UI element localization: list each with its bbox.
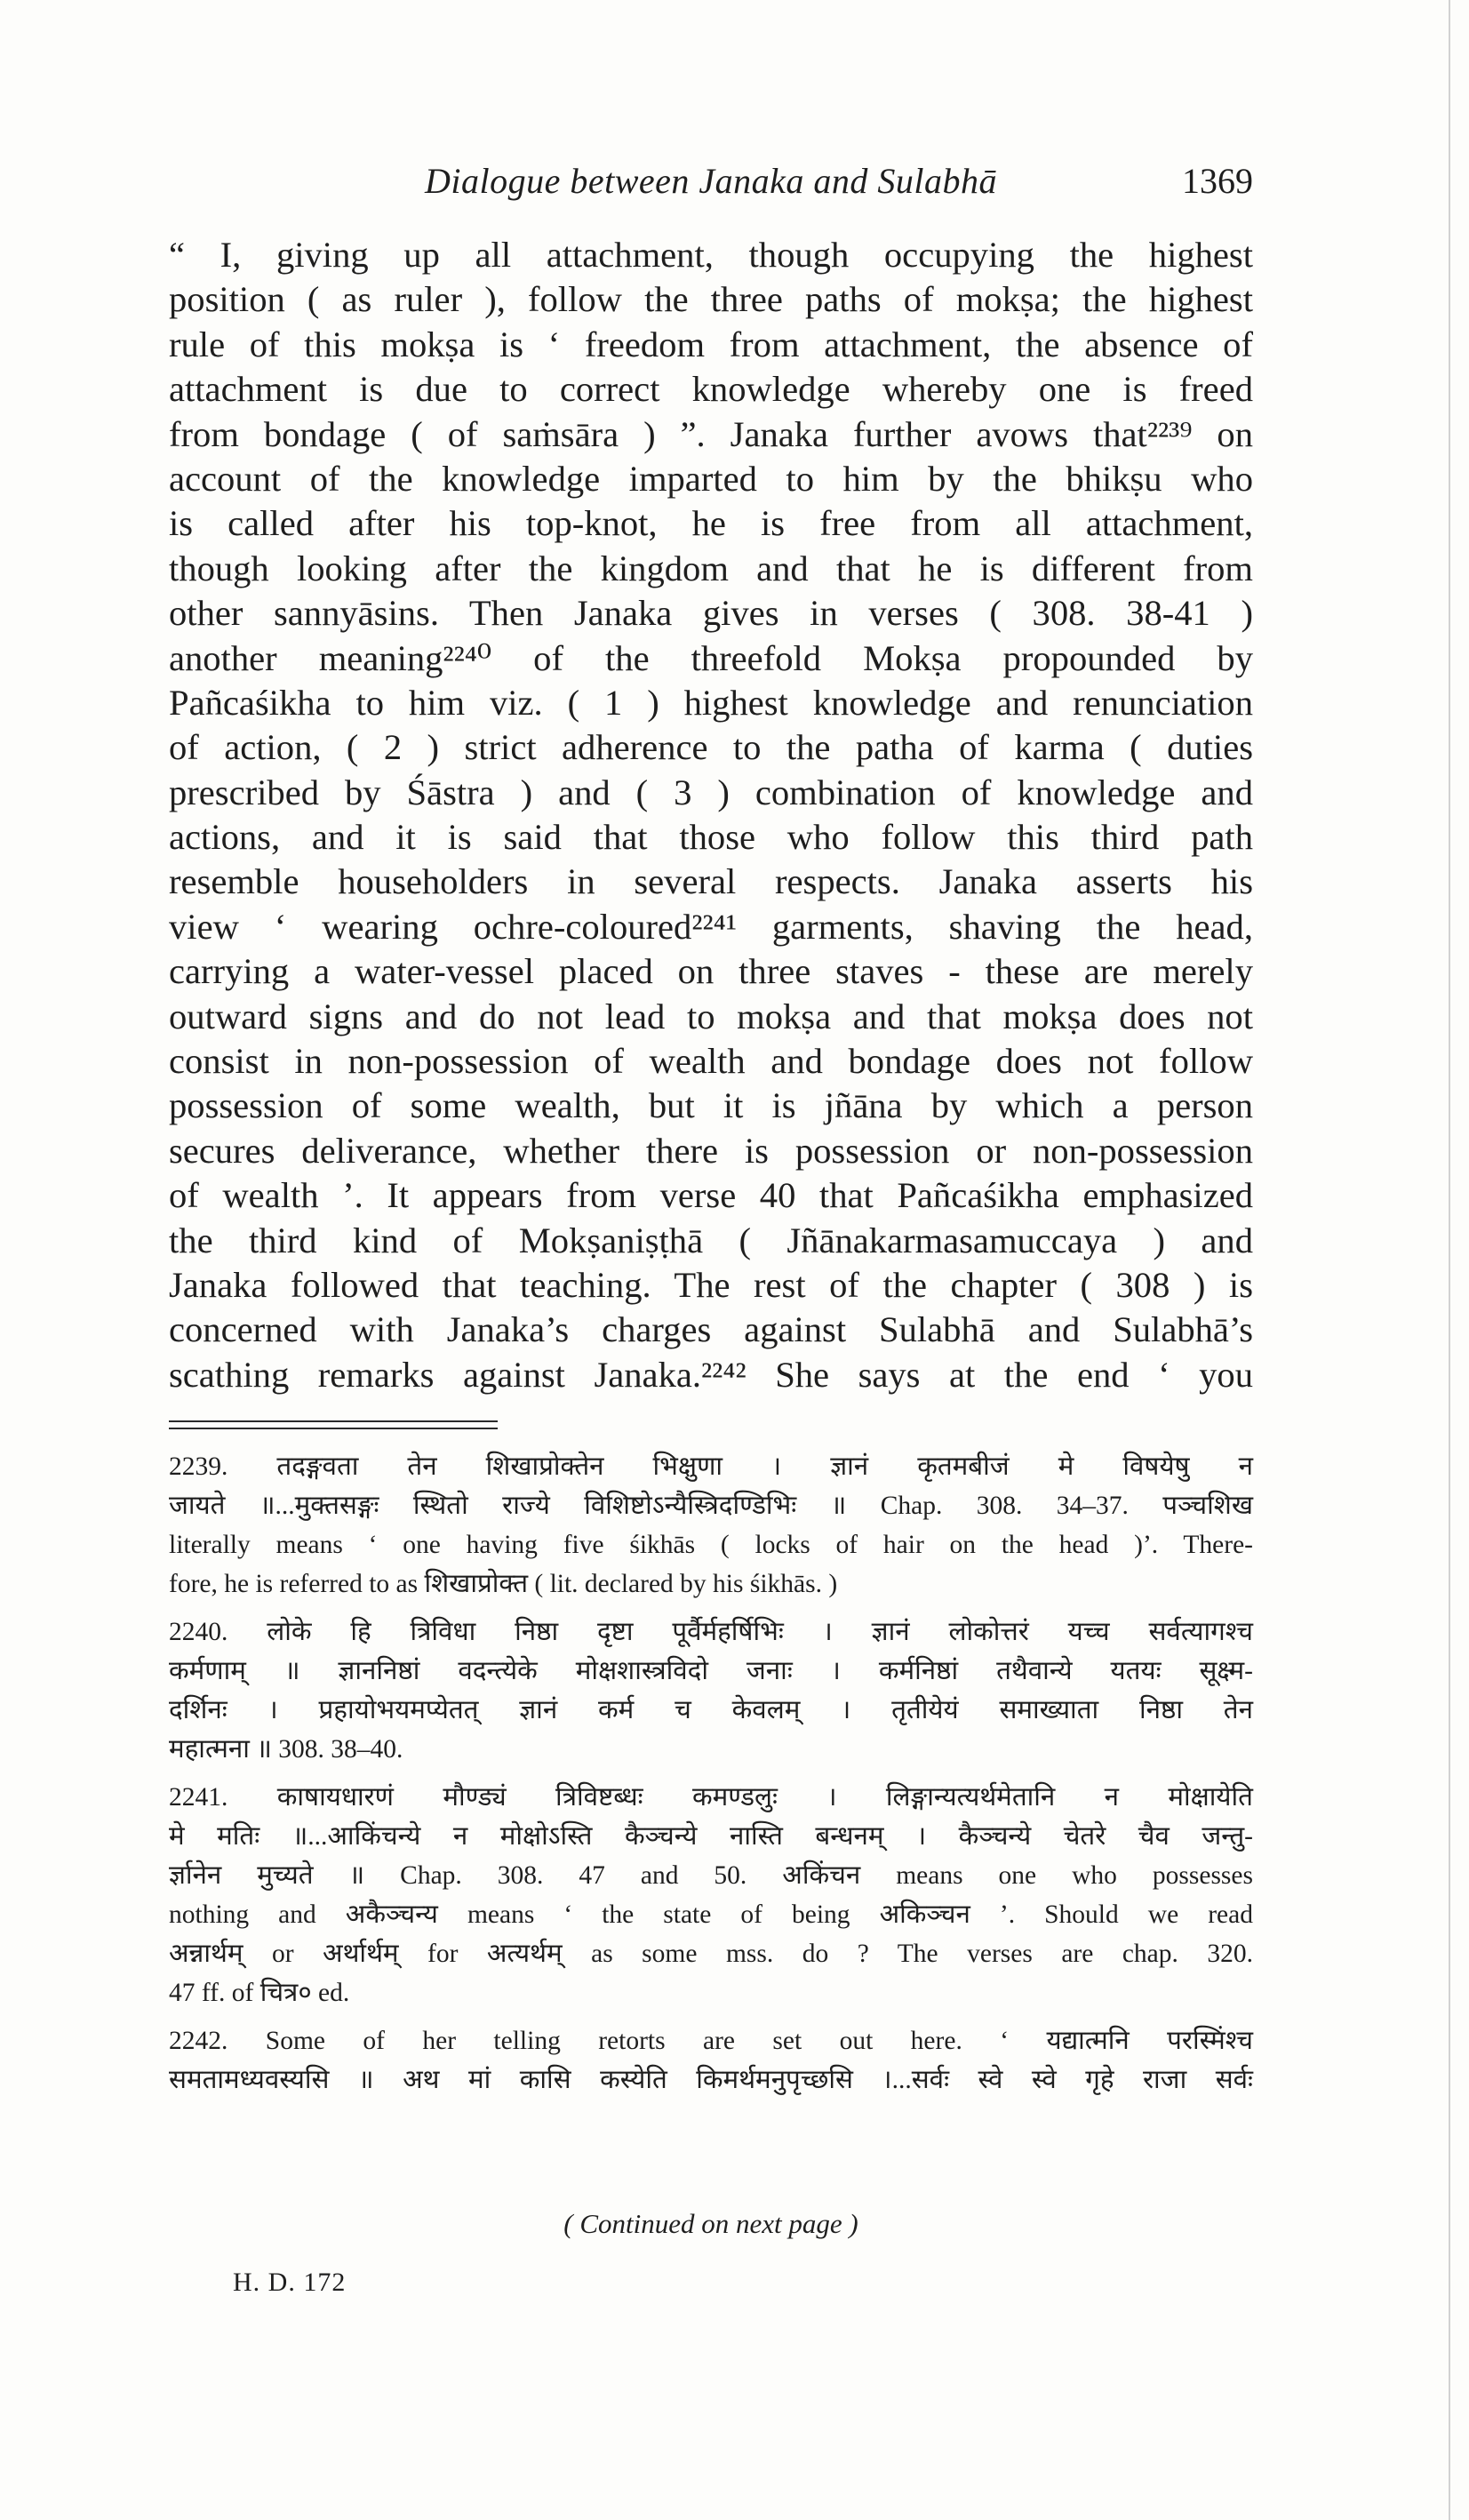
text-line: view ‘ wearing ochre-coloured²²⁴¹ garments, shaving the head, xyxy=(169,906,1253,947)
text-line: carrying a water-vessel placed on three staves - these are merely xyxy=(169,951,1253,992)
text-line: secures deliverance, whether there is possession or non-possession xyxy=(169,1130,1253,1171)
text-line: “ I, giving up all attachment, though occupying the highest xyxy=(169,235,1253,275)
text-line: actions, and it is said that those who follow this third path xyxy=(169,817,1253,858)
running-title: Dialogue between Janaka and Sulabhā xyxy=(424,161,998,201)
text-line: outward signs and do not lead to mokṣa and that mokṣa does not xyxy=(169,996,1253,1036)
footnote-line: महात्मना ॥ 308. 38–40. xyxy=(169,1735,403,1764)
footnote-divider xyxy=(169,1420,498,1422)
footnote-2239 xyxy=(169,1447,1253,1604)
text-line: from bondage ( of saṁsāra ) ”. Janaka further avows that²²³⁹ on xyxy=(169,413,1253,454)
footnote-line: 2242. Some of her telling retorts are set out here. ‘ यद्यात्मनि परस्मिंश्च xyxy=(169,2027,1253,2055)
text-line: prescribed by Śāstra ) and ( 3 ) combination of knowledge and xyxy=(169,772,1253,812)
footnote-line: 2239. तदङ्गवता तेन शिखाप्रोक्तेन भिक्षुणा । ज्ञानं कृतमबीजं मे विषयेषु न xyxy=(169,1452,1253,1481)
text-line: another meaning²²⁴⁰ of the threefold Mokṣa propounded by xyxy=(169,637,1253,678)
text-line: the third kind of Mokṣaniṣṭhā ( Jñānakarmasamuccaya ) and xyxy=(169,1220,1253,1260)
text-line: possession of some wealth, but it is jñāna by which a person xyxy=(169,1085,1253,1126)
page-edge-line xyxy=(1449,0,1450,2520)
text-line: rule of this mokṣa is ‘ freedom from attachment, the absence of xyxy=(169,324,1253,364)
text-line: though looking after the kingdom and that he is different from xyxy=(169,548,1253,588)
footnote-line: 2240. लोके हि त्रिविधा निष्ठा दृष्टा पूर्वैर्महर्षिभिः । ज्ञानं लोकोत्तरं यच्च सर्वत्यागश्च xyxy=(169,1618,1254,1646)
footnote-2242 xyxy=(169,2021,1253,2100)
footnote-line: दर्शिनः । प्रहायोभयमप्येतत् ज्ञानं कर्म च केवलम् । तृतीयेयं समाख्याता निष्ठा तेन xyxy=(169,1696,1253,1724)
text-line: position ( as ruler ), follow the three paths of mokṣa; the highest xyxy=(169,279,1253,320)
footnotes xyxy=(169,1447,1253,2100)
footnote-line: जायते ॥...मुक्तसङ्गः स्थितो राज्ये विशिष्टोऽन्यैस्त्रिदण्डिभिः ॥ Chap. 308. 34–37. पञ्चशिख xyxy=(169,1492,1253,1520)
footnote-line: 47 ff. of चित्र० ed. xyxy=(169,1979,350,2007)
main-text xyxy=(169,233,1253,1397)
text-line: of wealth ’. It appears from verse 40 that Pañcaśikha emphasized xyxy=(169,1175,1253,1216)
text-line: account of the knowledge imparted to him by the bhikṣu who xyxy=(169,458,1253,499)
text-line: Pañcaśikha to him viz. ( 1 ) highest knowledge and renunciation xyxy=(169,682,1253,723)
text-line: resemble householders in several respects. Janaka asserts his xyxy=(169,861,1253,902)
footnote-2241 xyxy=(169,1778,1253,2012)
footnote-line: अन्नार्थम् or अर्थार्थम् for अत्यर्थम् as some mss. do ? The verses are chap. 320. xyxy=(169,1940,1253,1968)
footnote-line: nothing and अकैञ्चन्य means ‘ the state of being अकिञ्चन ’. Should we read xyxy=(169,1900,1253,1929)
page-header xyxy=(169,153,1253,215)
footnote-line: र्ज्ञानेन मुच्यते ॥ Chap. 308. 47 and 50. अकिंचन means one who possesses xyxy=(169,1861,1253,1890)
signature-mark: H. D. 172 xyxy=(233,2268,347,2297)
text-line: Janaka followed that teaching. The rest of the chapter ( 308 ) is xyxy=(169,1264,1253,1305)
footnote-line: कर्मणाम् ॥ ज्ञाननिष्ठां वदन्त्येके मोक्षशास्त्रविदो जनाः । कर्मनिष्ठां तथैवान्ये यतयः सूक्ष्म- xyxy=(169,1657,1253,1685)
footnote-line: fore, he is referred to as शिखाप्रोक्त ( lit. declared by his śikhās. ) xyxy=(169,1570,838,1598)
footnote-line: मे मतिः ॥...आकिंचन्ये न मोक्षोऽस्ति कैञ्चन्ये नास्ति बन्धनम् । कैञ्चन्ये चेतरे चैव जन्तु- xyxy=(169,1822,1253,1851)
page-number: 1369 xyxy=(1182,161,1253,201)
text-line: attachment is due to correct knowledge whereby one is freed xyxy=(169,369,1253,410)
text-line: other sannyāsins. Then Janaka gives in verses ( 308. 38-41 ) xyxy=(169,593,1253,634)
footnote-line: literally means ‘ one having five śikhās ( locks of hair on the head )’. There- xyxy=(169,1531,1253,1559)
text-line: of action, ( 2 ) strict adherence to the patha of karma ( duties xyxy=(169,727,1253,768)
continued-note: ( Continued on next page ) xyxy=(563,2208,858,2239)
footnote-2240 xyxy=(169,1612,1253,1769)
text-line: scathing remarks against Janaka.²²⁴² She says at the end ‘ you xyxy=(169,1354,1253,1395)
footnote-line: समतामध्यवस्यसि ॥ अथ मां कासि कस्येति किमर्थमनुपृच्छसि ।...सर्वः स्वे स्वे गृहे राजा सर्वः xyxy=(169,2066,1253,2094)
footnote-divider xyxy=(169,1428,498,1429)
footnote-line: 2241. काषायधारणं मौण्ड्यं त्रिविष्टब्धः कमण्डलुः । लिङ्गान्यत्यर्थमेतानि न मोक्षायेति xyxy=(169,1783,1253,1812)
text-line: is called after his top-knot, he is free from all attachment, xyxy=(169,503,1253,544)
text-line: concerned with Janaka’s charges against Sulabhā and Sulabhā’s xyxy=(169,1309,1253,1350)
text-line: consist in non-possession of wealth and bondage does not follow xyxy=(169,1041,1253,1082)
